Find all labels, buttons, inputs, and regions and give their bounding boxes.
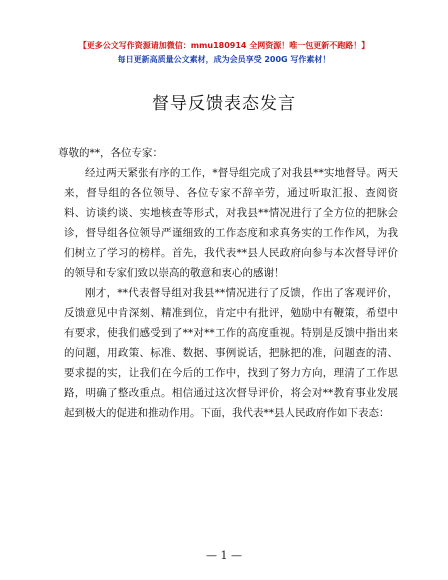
salutation: 尊敬的**，各位专家：: [58, 147, 163, 159]
promo-banner-line-2: 每日更新高质量公文素材，成为会员享受 200G 写作素材！: [117, 55, 331, 64]
document-body: [58, 143, 398, 423]
paragraph-2: 刚才，**代表督导组对我县**情况进行了反馈，作出了客观评价，反馈意见中肯深刻、精准到位，肯定中有批评，勉励中有鞭策，希望中有要求，使我们感受到了**对**工作的高度重视。特别是反馈中指出来的问题，用政策、标准、数据、事例说话，把脉把的准，问题查的清、要求提的实，让我们在今后的工作中，找到了努力方向，理清了工作思路，明确了整改重点。相信通过这次督导评价，将会对**教育事业发展起到极大的促进和推动作用。下面，我代表**县人民政府作如下表态：: [64, 287, 398, 419]
promo-banner-line-1: 【更多公文写作资源请加微信：mmu180914 全网资源！唯一包更新不跑路！】: [78, 41, 370, 50]
document-title: 督导反馈表态发言: [152, 94, 296, 114]
page-number: — 1 —: [206, 549, 242, 562]
paragraph-1: 经过两天紧张有序的工作，*督导组完成了对我县**实地督导。两天来，督导组的各位领导、各位专家不辞辛劳，通过听取汇报、查阅资料、访谈约谈、实地核查等形式，对我县**情况进行了全方位的把脉会诊，督导组各位领导严谨细致的工作态度和求真务实的工作作风，为我们树立了学习的榜样。首先，我代表**县人民政府向参与本次督导评价的领导和专家们致以崇高的敬意和衷心的感谢！: [64, 167, 398, 279]
